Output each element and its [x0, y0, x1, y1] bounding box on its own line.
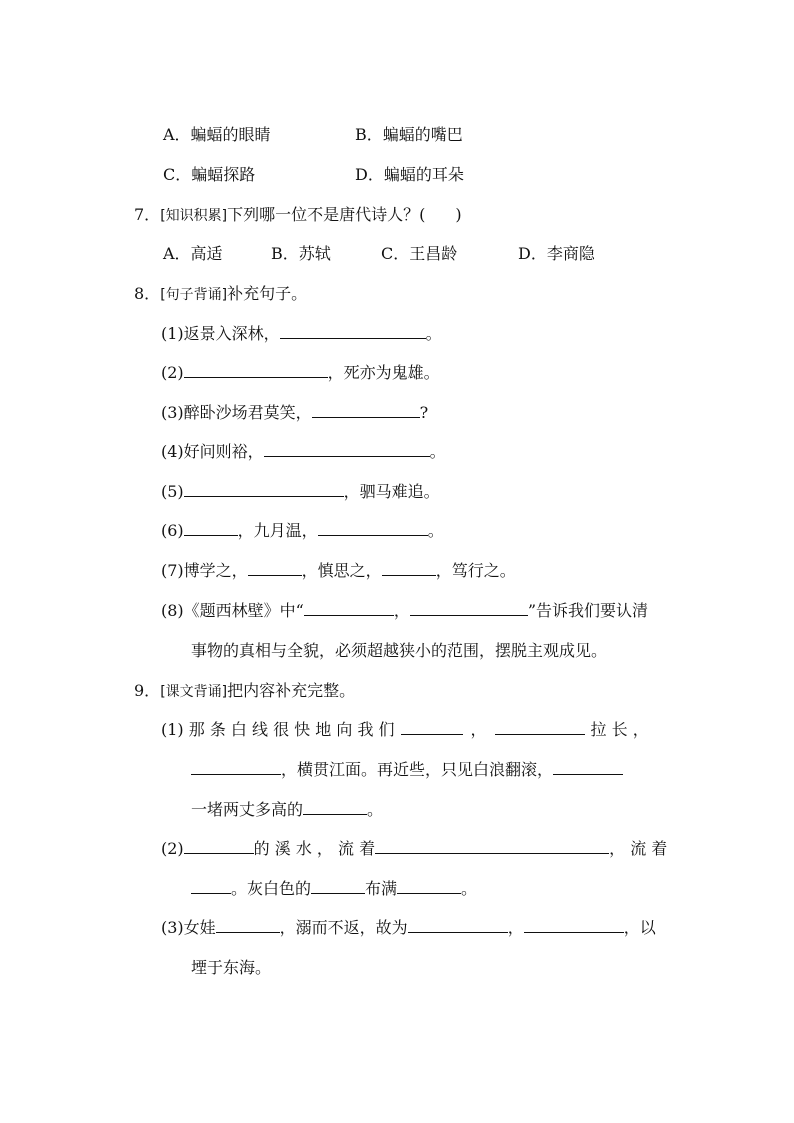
- q8-item-6-text: ，九月温，: [237, 521, 318, 540]
- q8-blank-6b[interactable]: [318, 520, 428, 536]
- q9-passage-3-text-c: ，以: [623, 918, 656, 937]
- q7-option-c: C．王昌龄: [381, 244, 458, 263]
- q9-blank-1e[interactable]: [303, 799, 367, 815]
- q8-item-6: [161, 520, 444, 542]
- q9-blank-3a[interactable]: [216, 917, 280, 933]
- q8-item-1-end: 。: [425, 324, 442, 343]
- q8-item-4-end: 。: [429, 442, 446, 461]
- q7-tag: [知识积累]: [160, 208, 228, 224]
- q8-item-5: [161, 481, 440, 503]
- q8-number: 8．: [134, 284, 161, 303]
- q8-item-6-end: 。: [427, 521, 444, 540]
- q9-passage-1-text-c: ，横贯江面。再近些，只见白浪翻滚，: [281, 760, 554, 779]
- q8-item-7: [161, 560, 516, 582]
- q9-blank-3c[interactable]: [524, 917, 624, 933]
- q8-blank-1[interactable]: [280, 323, 426, 339]
- q9-blank-1d[interactable]: [553, 759, 623, 775]
- q8-item-8-text-a: (8)《题西林壁》中“: [161, 601, 304, 620]
- q9-passage-1-text-a: (1) 那 条 白 线 很 快 地 向 我 们: [161, 720, 395, 739]
- q8-stem: [134, 283, 307, 306]
- q8-item-8-comma: ，: [393, 601, 410, 620]
- q8-blank-6a[interactable]: [184, 520, 238, 536]
- q8-item-3-text: (3)醉卧沙场君莫笑，: [161, 403, 312, 422]
- q9-number: 9．: [134, 681, 161, 700]
- q8-text: 补充句子。: [227, 284, 308, 303]
- q9-passage-2-text-c: 。灰白色的: [231, 879, 312, 898]
- q8-item-7-text-c: ，笃行之。: [435, 561, 516, 580]
- q9-passage-1-line-1: [161, 719, 649, 741]
- q8-blank-7a[interactable]: [248, 560, 302, 576]
- q7-option-d: D．李商隐: [518, 244, 595, 263]
- q9-stem: [134, 680, 355, 703]
- q9-text: 把内容补充完整。: [227, 681, 356, 700]
- q9-passage-2-text-b: ， 流 着: [609, 839, 668, 858]
- q9-blank-1a[interactable]: [401, 719, 463, 735]
- q9-passage-2-num: (2): [161, 839, 184, 858]
- q8-item-3: [161, 402, 428, 424]
- q9-blank-2e[interactable]: [397, 878, 461, 894]
- q7-stem: [134, 204, 462, 227]
- q9-passage-1-line-3: [191, 799, 383, 821]
- q9-blank-2b[interactable]: [375, 838, 609, 854]
- q8-item-5-text: ，驷马难追。: [343, 482, 440, 501]
- q7-text: 下列哪一位不是唐代诗人？(: [227, 205, 426, 224]
- q9-blank-2d[interactable]: [311, 878, 365, 894]
- q6-option-b: B．蝙蝠的嘴巴: [355, 125, 463, 144]
- q8-item-7-text-a: (7)博学之，: [161, 561, 248, 580]
- q9-blank-2a[interactable]: [184, 838, 254, 854]
- q8-item-2-text: ，死亦为鬼雄。: [327, 363, 440, 382]
- q9-passage-1-text-b: 拉 长 ，: [590, 720, 649, 739]
- q8-item-1: [161, 323, 442, 345]
- q9-passage-2-line-1: [161, 838, 667, 860]
- q8-blank-4[interactable]: [264, 441, 430, 457]
- q9-passage-3-text-a: (3)女娃: [161, 918, 216, 937]
- q9-passage-1-text-d: 一堵两丈多高的: [191, 800, 304, 819]
- q9-passage-3-text-b: ，溺而不返，故为: [279, 918, 408, 937]
- q8-blank-7b[interactable]: [382, 560, 436, 576]
- q8-blank-8b[interactable]: [410, 600, 528, 616]
- q6-option-c: C．蝙蝠探路: [163, 165, 256, 184]
- q7-number: 7．: [134, 205, 161, 224]
- q9-passage-3-comma: ，: [507, 918, 524, 937]
- q8-tag: [句子背诵]: [160, 287, 228, 303]
- q9-passage-1-comma: ，: [470, 720, 487, 739]
- q7-close: ): [455, 205, 462, 224]
- q8-item-8-continued: 事物的真相与全貌，必须超越狭小的范围，摆脱主观成见。: [191, 641, 608, 660]
- q8-item-1-text: (1)返景入深林，: [161, 324, 280, 343]
- q8-item-5-num: (5): [161, 482, 184, 501]
- q8-blank-5[interactable]: [184, 481, 344, 497]
- q9-passage-2-end: 。: [461, 879, 478, 898]
- q8-item-8-text-b: ”告诉我们要认清: [527, 601, 649, 620]
- q6-option-d: D．蝙蝠的耳朵: [355, 165, 464, 184]
- q8-blank-2[interactable]: [184, 362, 328, 378]
- q8-item-4: [161, 441, 446, 463]
- q9-blank-1b[interactable]: [495, 719, 585, 735]
- q8-item-4-text: (4)好问则裕，: [161, 442, 264, 461]
- q9-blank-3b[interactable]: [408, 917, 508, 933]
- q9-passage-2-text-d: 布满: [365, 879, 398, 898]
- q8-item-2: [161, 362, 440, 384]
- q9-passage-3-line-2: 堙于东海。: [191, 958, 272, 977]
- q9-tag: [课文背诵]: [160, 684, 228, 700]
- q9-passage-2-text-a: 的 溪 水 ， 流 着: [253, 839, 376, 858]
- q8-item-2-num: (2): [161, 363, 184, 382]
- q9-passage-3-line-1: [161, 917, 656, 939]
- q9-passage-2-line-2: [191, 878, 477, 900]
- q9-blank-2c[interactable]: [191, 878, 231, 894]
- q9-blank-1c[interactable]: [191, 759, 281, 775]
- q9-passage-1-end: 。: [367, 800, 384, 819]
- q6-option-a: A．蝙蝠的眼睛: [163, 125, 271, 144]
- q8-item-6-num: (6): [161, 521, 184, 540]
- q9-passage-1-line-2: [191, 759, 623, 781]
- q8-item-7-text-b: ，慎思之，: [301, 561, 382, 580]
- q8-blank-3[interactable]: [312, 402, 420, 418]
- q8-item-3-end: ?: [419, 403, 429, 422]
- q8-item-8: [161, 600, 648, 622]
- q7-option-b: B．苏轼: [271, 244, 331, 263]
- q7-option-a: A．高适: [163, 244, 223, 263]
- q8-blank-8a[interactable]: [304, 600, 394, 616]
